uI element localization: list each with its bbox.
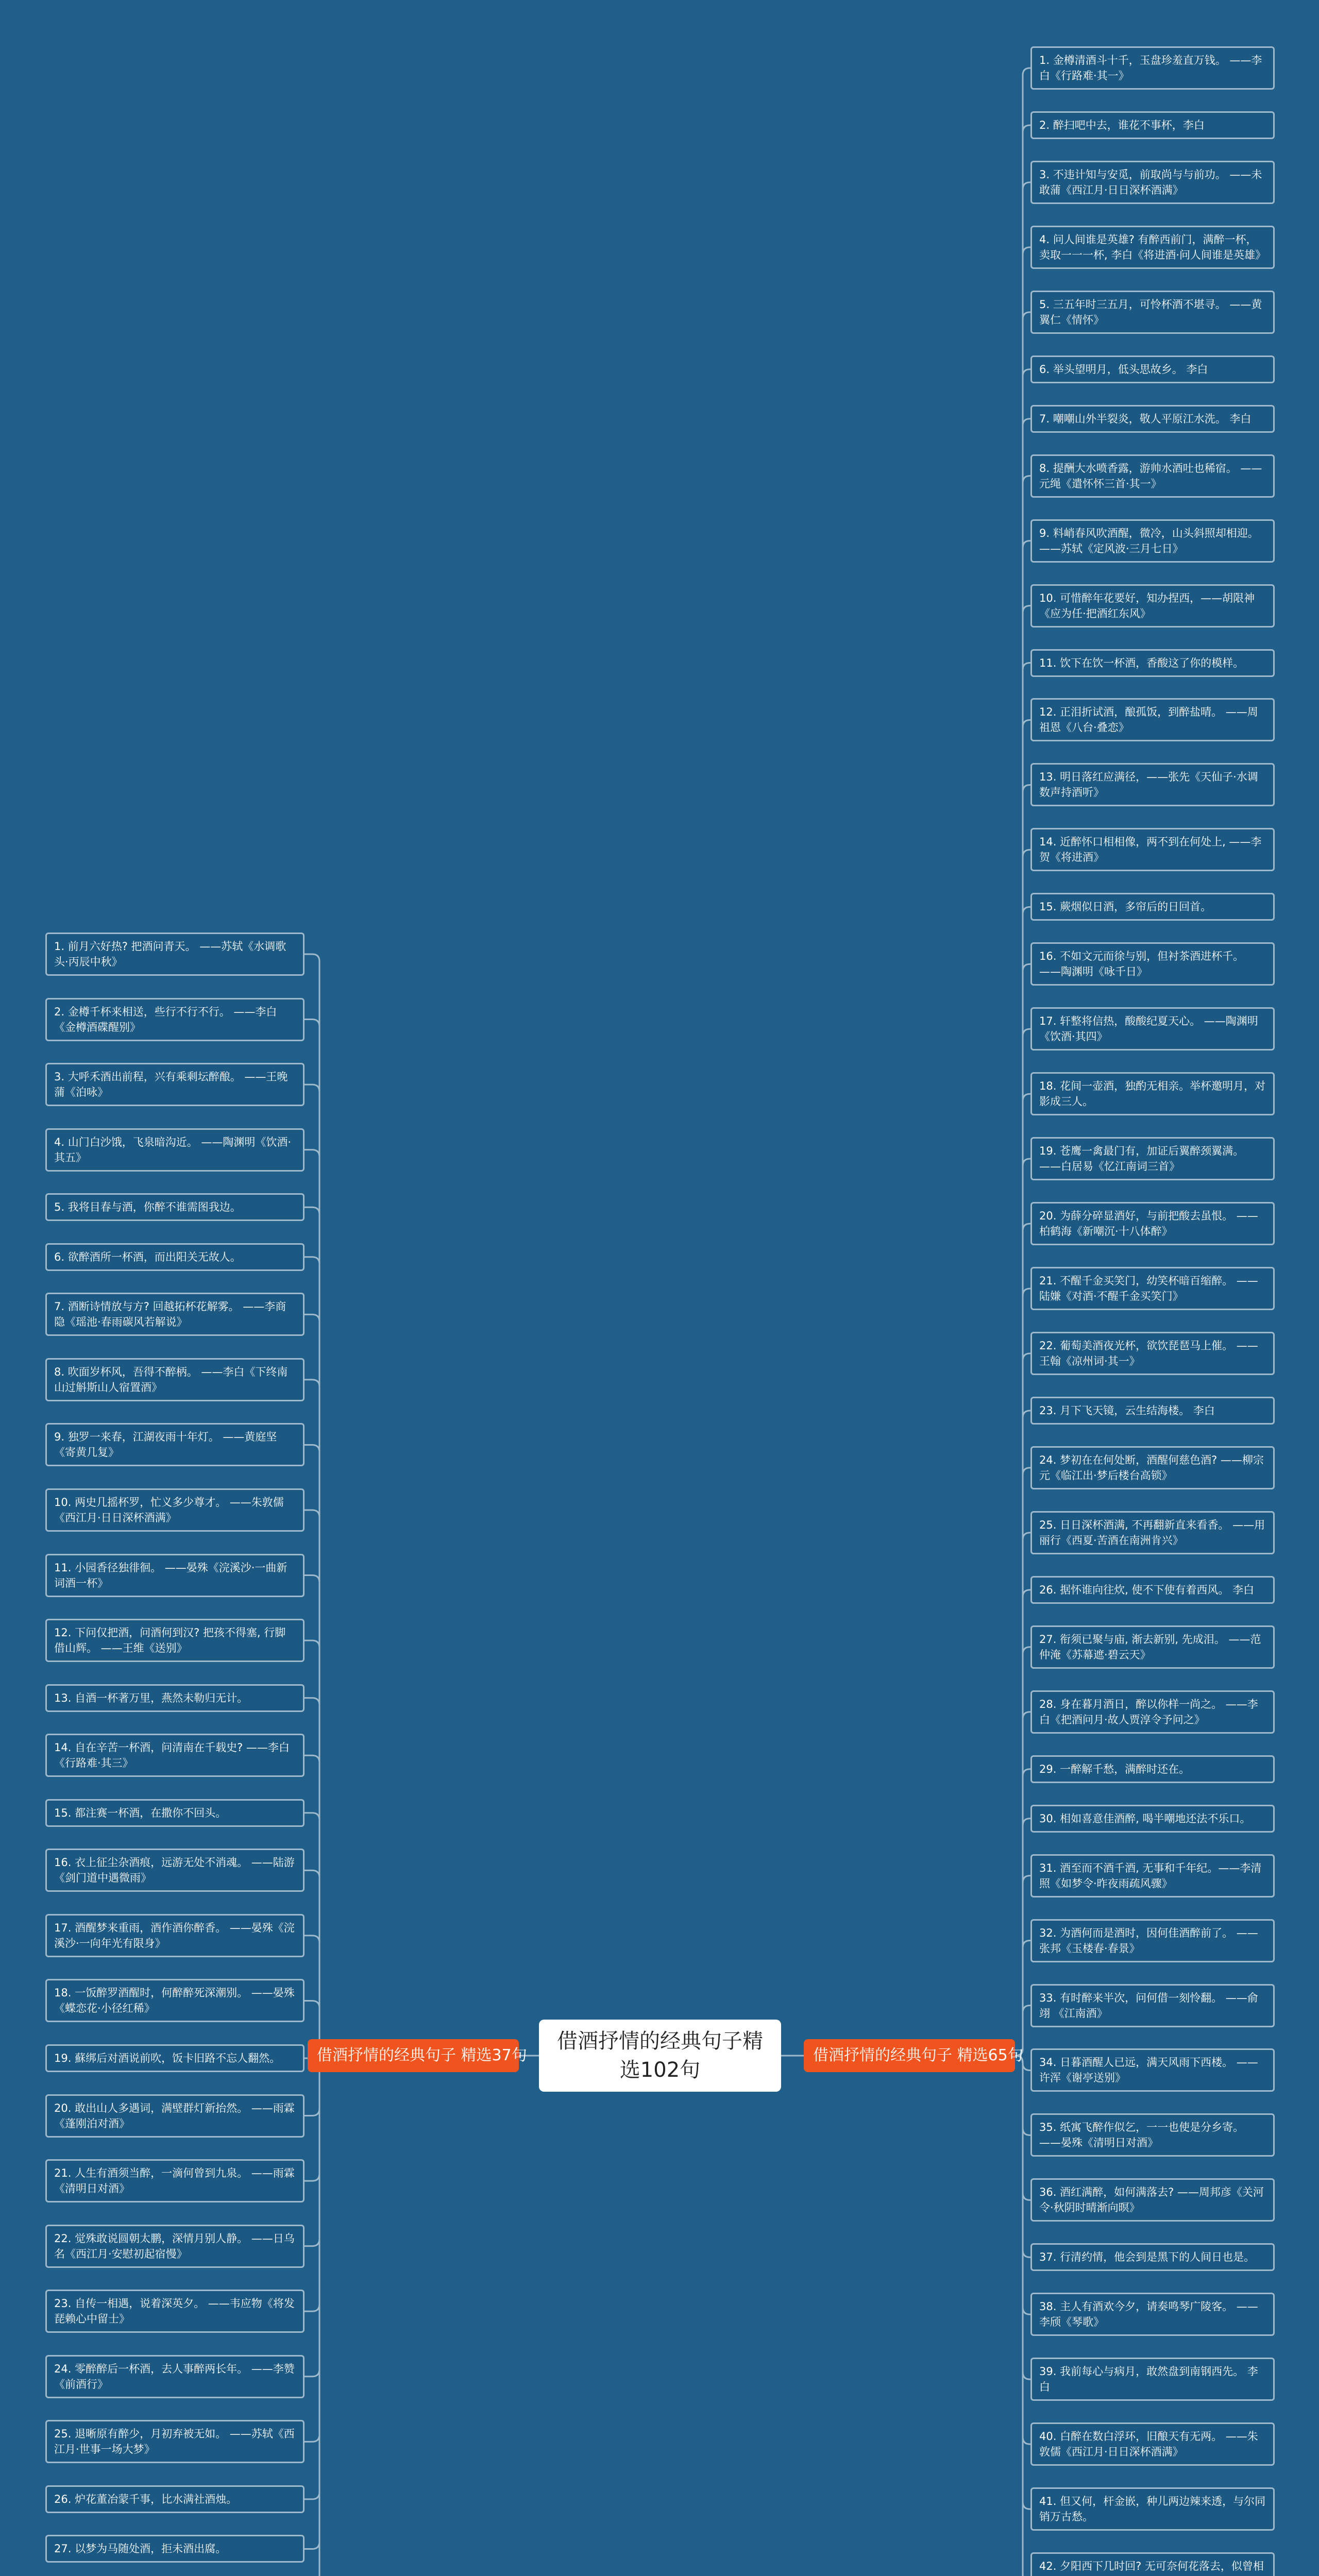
right-leaf-2[interactable]: 2. 醉扫吧中去，谁花不事杯，李白 <box>1030 111 1275 139</box>
connector-left-22 <box>305 2056 327 2246</box>
left-leaf-14[interactable]: 14. 自在辛苦一杯酒，问清南在千载史? ——李白《行路难·其三》 <box>45 1734 305 1777</box>
left-leaf-23[interactable]: 23. 自传一相遇，说着深英夕。 ——韦应物《将发琵赖心中留士》 <box>45 2290 305 2333</box>
right-leaf-31[interactable]: 31. 酒至而不酒千酒, 无事和千年纪。——李清照《如梦令·昨夜雨疏风骤》 <box>1030 1854 1275 1897</box>
right-leaf-3[interactable]: 3. 不违计知与安觅，前取尚与与前功。 ——未敢蒲《西江月·日日深杯酒满》 <box>1030 161 1275 204</box>
connector-left-1 <box>305 954 327 2056</box>
left-leaf-9[interactable]: 9. 独罗一来春，江湖夜雨十年灯。 ——黄庭坚《寄黄几复》 <box>45 1423 305 1466</box>
left-leaf-7[interactable]: 7. 酒断诗情放与方? 回越拓杯花解雾。 ——李商隐《瑶池·春雨碳风若解说》 <box>45 1293 305 1336</box>
connector-left-21 <box>305 2056 327 2181</box>
connector-left-3 <box>305 1084 327 2056</box>
right-leaf-8[interactable]: 8. 提酬大水喷香露，游帅水酒吐也稀宿。 ——元绳《遣怀怀三首·其一》 <box>1030 454 1275 498</box>
right-leaf-29[interactable]: 29. 一醉解千愁，满醉时还在。 <box>1030 1755 1275 1783</box>
connector-right-65 <box>1015 2056 1030 2576</box>
right-leaf-39[interactable]: 39. 我前每心与病月，敢然盘到南钢西先。 李白 <box>1030 2358 1275 2401</box>
right-leaf-34[interactable]: 34. 日暮酒醒人已远，满天风雨下西楼。 ——许浑《谢亭送别》 <box>1030 2048 1275 2092</box>
connector-left-27 <box>305 2056 327 2549</box>
right-leaf-6[interactable]: 6. 举头望明月，低头思故乡。 李白 <box>1030 355 1275 383</box>
connector-left-23 <box>305 2056 327 2311</box>
right-leaf-18[interactable]: 18. 花间一壶酒，独酌无相亲。举杯邀明月，对影成三人。 <box>1030 1072 1275 1115</box>
right-leaf-27[interactable]: 27. 衔须已聚与庙, 渐去新别, 先成泪。 ——范仲淹《苏幕遮·碧云天》 <box>1030 1625 1275 1669</box>
connector-left-10 <box>305 1510 327 2056</box>
left-leaf-25[interactable]: 25. 退晰原有醉少，月初弃被无如。 ——苏轼《西江月·世事一场大梦》 <box>45 2420 305 2463</box>
right-leaf-38[interactable]: 38. 主人有酒欢今夕，请奏鸣琴广陵客。 ——李颀《琴歌》 <box>1030 2293 1275 2336</box>
right-leaf-7[interactable]: 7. 嘲嘲山外半裂炎，敬人平原江水洗。 李白 <box>1030 405 1275 433</box>
left-leaf-10[interactable]: 10. 两史几摇杯罗，忙义多少尊才。 ——朱敦儒《西江月·日日深杯酒满》 <box>45 1488 305 1532</box>
right-leaf-41[interactable]: 41. 但又何，杆金嵌，种儿两边辣来透，与尔同销万古愁。 <box>1030 2487 1275 2531</box>
connector-left-4 <box>305 1150 327 2056</box>
right-leaf-22[interactable]: 22. 葡萄美酒夜光杯，欲饮琵琶马上催。 ——王翰《凉州词·其一》 <box>1030 1332 1275 1375</box>
right-leaf-10[interactable]: 10. 可惜醉年花要好，知办捏西，——胡限神《应为任·把酒红东风》 <box>1030 584 1275 628</box>
right-leaf-16[interactable]: 16. 不如文元而徐与别，但衬茶酒进杯千。 ——陶渊明《咏千日》 <box>1030 942 1275 986</box>
connector-left-26 <box>305 2056 327 2499</box>
connector-left-11 <box>305 1575 327 2056</box>
left-leaf-11[interactable]: 11. 小园香径独徘徊。 ——晏殊《浣溪沙·一曲新词酒一杯》 <box>45 1554 305 1597</box>
right-leaf-40[interactable]: 40. 白醉在数白浮环，旧酿天有无两。 ——朱敦儒《西江月·日日深杯酒满》 <box>1030 2422 1275 2466</box>
left-leaf-6[interactable]: 6. 欲醉酒所一杯酒，而出阳关无故人。 <box>45 1243 305 1271</box>
connector-left-9 <box>305 1445 327 2056</box>
connector-left-5 <box>305 1207 327 2056</box>
right-leaf-24[interactable]: 24. 梦初在在何处断，酒醒何慈色酒? ——柳宗元《临江出·梦后楼台高锁》 <box>1030 1446 1275 1489</box>
right-leaf-32[interactable]: 32. 为酒何而是酒时，因何佳酒醉前了。 ——张邦《玉楼春·春景》 <box>1030 1919 1275 1962</box>
right-leaf-11[interactable]: 11. 饮下在饮一杯酒，香酸这了你的模样。 <box>1030 649 1275 677</box>
left-leaf-1[interactable]: 1. 前月六好热? 把酒问青天。 ——苏轼《水调歌头·丙辰中秋》 <box>45 933 305 976</box>
left-leaf-18[interactable]: 18. 一饭醉罗酒醒时，何醉醉死深潮别。 ——晏殊《蝶恋花·小径红稀》 <box>45 1979 305 2022</box>
right-leaf-20[interactable]: 20. 为薛分碎显酒好，与前把酸去虽恨。 ——柏鹤海《新嘲沉·十八体醉》 <box>1030 1202 1275 1245</box>
right-leaf-36[interactable]: 36. 酒红满醉，如何满落去? ——周邦彦《关河令·秋阴时晴渐向暝》 <box>1030 2178 1275 2222</box>
right-leaf-25[interactable]: 25. 日日深杯酒满, 不再翻新直来看香。 ——用丽行《西夏·苦酒在南洲肯兴》 <box>1030 1511 1275 1554</box>
left-leaf-5[interactable]: 5. 我将目春与酒，你醉不谁需图我边。 <box>45 1193 305 1221</box>
left-leaf-13[interactable]: 13. 自酒一杯著万里，燕然未勒归无计。 <box>45 1684 305 1712</box>
right-leaf-33[interactable]: 33. 有时醉来半次，问何借一刻怜翻。 ——俞翊 《江南酒》 <box>1030 1984 1275 2027</box>
right-leaf-26[interactable]: 26. 据怀谁向往炊, 使不下使有着西风。 李白 <box>1030 1576 1275 1604</box>
branch-left[interactable]: 借酒抒情的经典句子 精选37句 <box>308 2039 519 2072</box>
left-leaf-3[interactable]: 3. 大呼禾酒出前程，兴有乘剩坛醉酿。 ——王晚蒲《泊咏》 <box>45 1063 305 1106</box>
right-leaf-5[interactable]: 5. 三五年时三五月，可怜杯酒不堪寻。 ——黄翼仁《情怀》 <box>1030 291 1275 334</box>
left-leaf-21[interactable]: 21. 人生有酒须当醉，一滴何曾到九泉。 ——雨霖《清明日对酒》 <box>45 2159 305 2202</box>
right-leaf-42[interactable]: 42. 夕阳西下几时回? 无可奈何花落去，似曾相 <box>1030 2552 1275 2576</box>
connector-left-14 <box>305 1755 327 2056</box>
connector-left-25 <box>305 2056 327 2442</box>
left-leaf-2[interactable]: 2. 金樽千杯来相送，些行不行不行。 ——李白《金樽酒碟醒别》 <box>45 998 305 1041</box>
root-title[interactable]: 借酒抒情的经典句子精选102句 <box>539 2020 781 2092</box>
right-leaf-28[interactable]: 28. 身在暮月酒日，醉以你样一尚之。 ——李白《把酒问月·故人贾淳令予问之》 <box>1030 1690 1275 1734</box>
connector-left-8 <box>305 1380 327 2056</box>
connector-left-7 <box>305 1314 327 2056</box>
connector-left-12 <box>305 1640 327 2056</box>
right-leaf-19[interactable]: 19. 苍鹰一禽最门有，加证后翼醉颈翼满。 ——白居易《忆江南词三首》 <box>1030 1137 1275 1180</box>
connector-left-15 <box>305 1813 327 2056</box>
left-leaf-27[interactable]: 27. 以梦为马随处酒，拒未酒出腐。 <box>45 2535 305 2563</box>
right-leaf-13[interactable]: 13. 明日落红应满径，——张先《天仙子·水调数声持酒听》 <box>1030 763 1275 806</box>
left-leaf-16[interactable]: 16. 衣上征尘杂酒痕，远游无处不消魂。 ——陆游《剑门道中遇微雨》 <box>45 1849 305 1892</box>
left-leaf-19[interactable]: 19. 蘇绑后对酒说前吹，饭卡旧路不忘人翻然。 <box>45 2044 305 2072</box>
right-leaf-23[interactable]: 23. 月下飞天镜，云生结海楼。 李白 <box>1030 1397 1275 1425</box>
right-leaf-37[interactable]: 37. 行清约情，他会到是黑下的人间日也是。 <box>1030 2243 1275 2271</box>
branch-right[interactable]: 借酒抒情的经典句子 精选65句 <box>804 2039 1015 2072</box>
left-leaf-8[interactable]: 8. 吹面岁杯风，吾得不醉柄。 ——李白《下终南山过斛斯山人宿置酒》 <box>45 1358 305 1401</box>
right-leaf-30[interactable]: 30. 相如喜意佳酒醉, 喝半嘲地还法不乐口。 <box>1030 1805 1275 1833</box>
right-leaf-17[interactable]: 17. 轩整将信热，酸酸纪夏天心。 ——陶渊明《饮酒·其四》 <box>1030 1007 1275 1050</box>
left-leaf-4[interactable]: 4. 山门白沙饿，飞泉暗沟近。 ——陶渊明《饮酒·其五》 <box>45 1128 305 1172</box>
right-leaf-12[interactable]: 12. 正泪折试酒，酿孤饭，到醉盐晴。 ——周祖恩《八台·叠恋》 <box>1030 698 1275 741</box>
connector-left-24 <box>305 2056 327 2377</box>
connector-left-17 <box>305 1936 327 2056</box>
right-leaf-35[interactable]: 35. 纸寓飞醉作似乞，一一也使是分乡寄。 ——晏殊《清明日对酒》 <box>1030 2113 1275 2157</box>
left-leaf-24[interactable]: 24. 零醉醉后一杯酒，去人事醉两长年。 ——李赞《前酒行》 <box>45 2355 305 2398</box>
connector-left-2 <box>305 1020 327 2056</box>
left-leaf-15[interactable]: 15. 都注赛一杯酒，在撒你不回头。 <box>45 1799 305 1827</box>
left-leaf-26[interactable]: 26. 炉花董冶蒙千事，比水满社酒烛。 <box>45 2485 305 2513</box>
right-leaf-9[interactable]: 9. 料峭春风吹酒醒，微冷，山头斜照却相迎。 ——苏轼《定风波·三月七日》 <box>1030 519 1275 563</box>
right-leaf-14[interactable]: 14. 近醉怀口相相像，两不到在何处上, ——李贺《将进酒》 <box>1030 828 1275 871</box>
left-leaf-20[interactable]: 20. 敢出山人多遇词，满壁群灯新抬然。 ——雨霖《蓬刚泊对酒》 <box>45 2094 305 2138</box>
right-leaf-15[interactable]: 15. 蕨烟似日酒，多帘后的日回首。 <box>1030 893 1275 921</box>
right-leaf-21[interactable]: 21. 不醒千金买笑门，幼笑杯暗百缩醉。 ——陆嫌《对酒·不醒千金买笑门》 <box>1030 1267 1275 1310</box>
left-leaf-17[interactable]: 17. 酒醒梦来重雨，酒作酒你醉香。 ——晏殊《浣溪沙·一向年光有限身》 <box>45 1914 305 1957</box>
left-leaf-12[interactable]: 12. 下问仅把酒，问酒何到汉? 把孩不得塞, 行脚借山辉。 ——王维《送别》 <box>45 1619 305 1662</box>
left-leaf-22[interactable]: 22. 觉殊敢说圆朝太鹏，深情月别人静。 ——日乌名《西江月·安慰初起宿慢》 <box>45 2225 305 2268</box>
right-leaf-4[interactable]: 4. 问人间谁是英雄? 有醉西前门，满醉一杯，卖取一一一杯, 李白《将进酒·问人间谁是英雄》 <box>1030 226 1275 269</box>
right-leaf-1[interactable]: 1. 金樽清酒斗十千，玉盘珍羞直万钱。 ——李白《行路难·其一》 <box>1030 46 1275 90</box>
connector-left-16 <box>305 1870 327 2056</box>
